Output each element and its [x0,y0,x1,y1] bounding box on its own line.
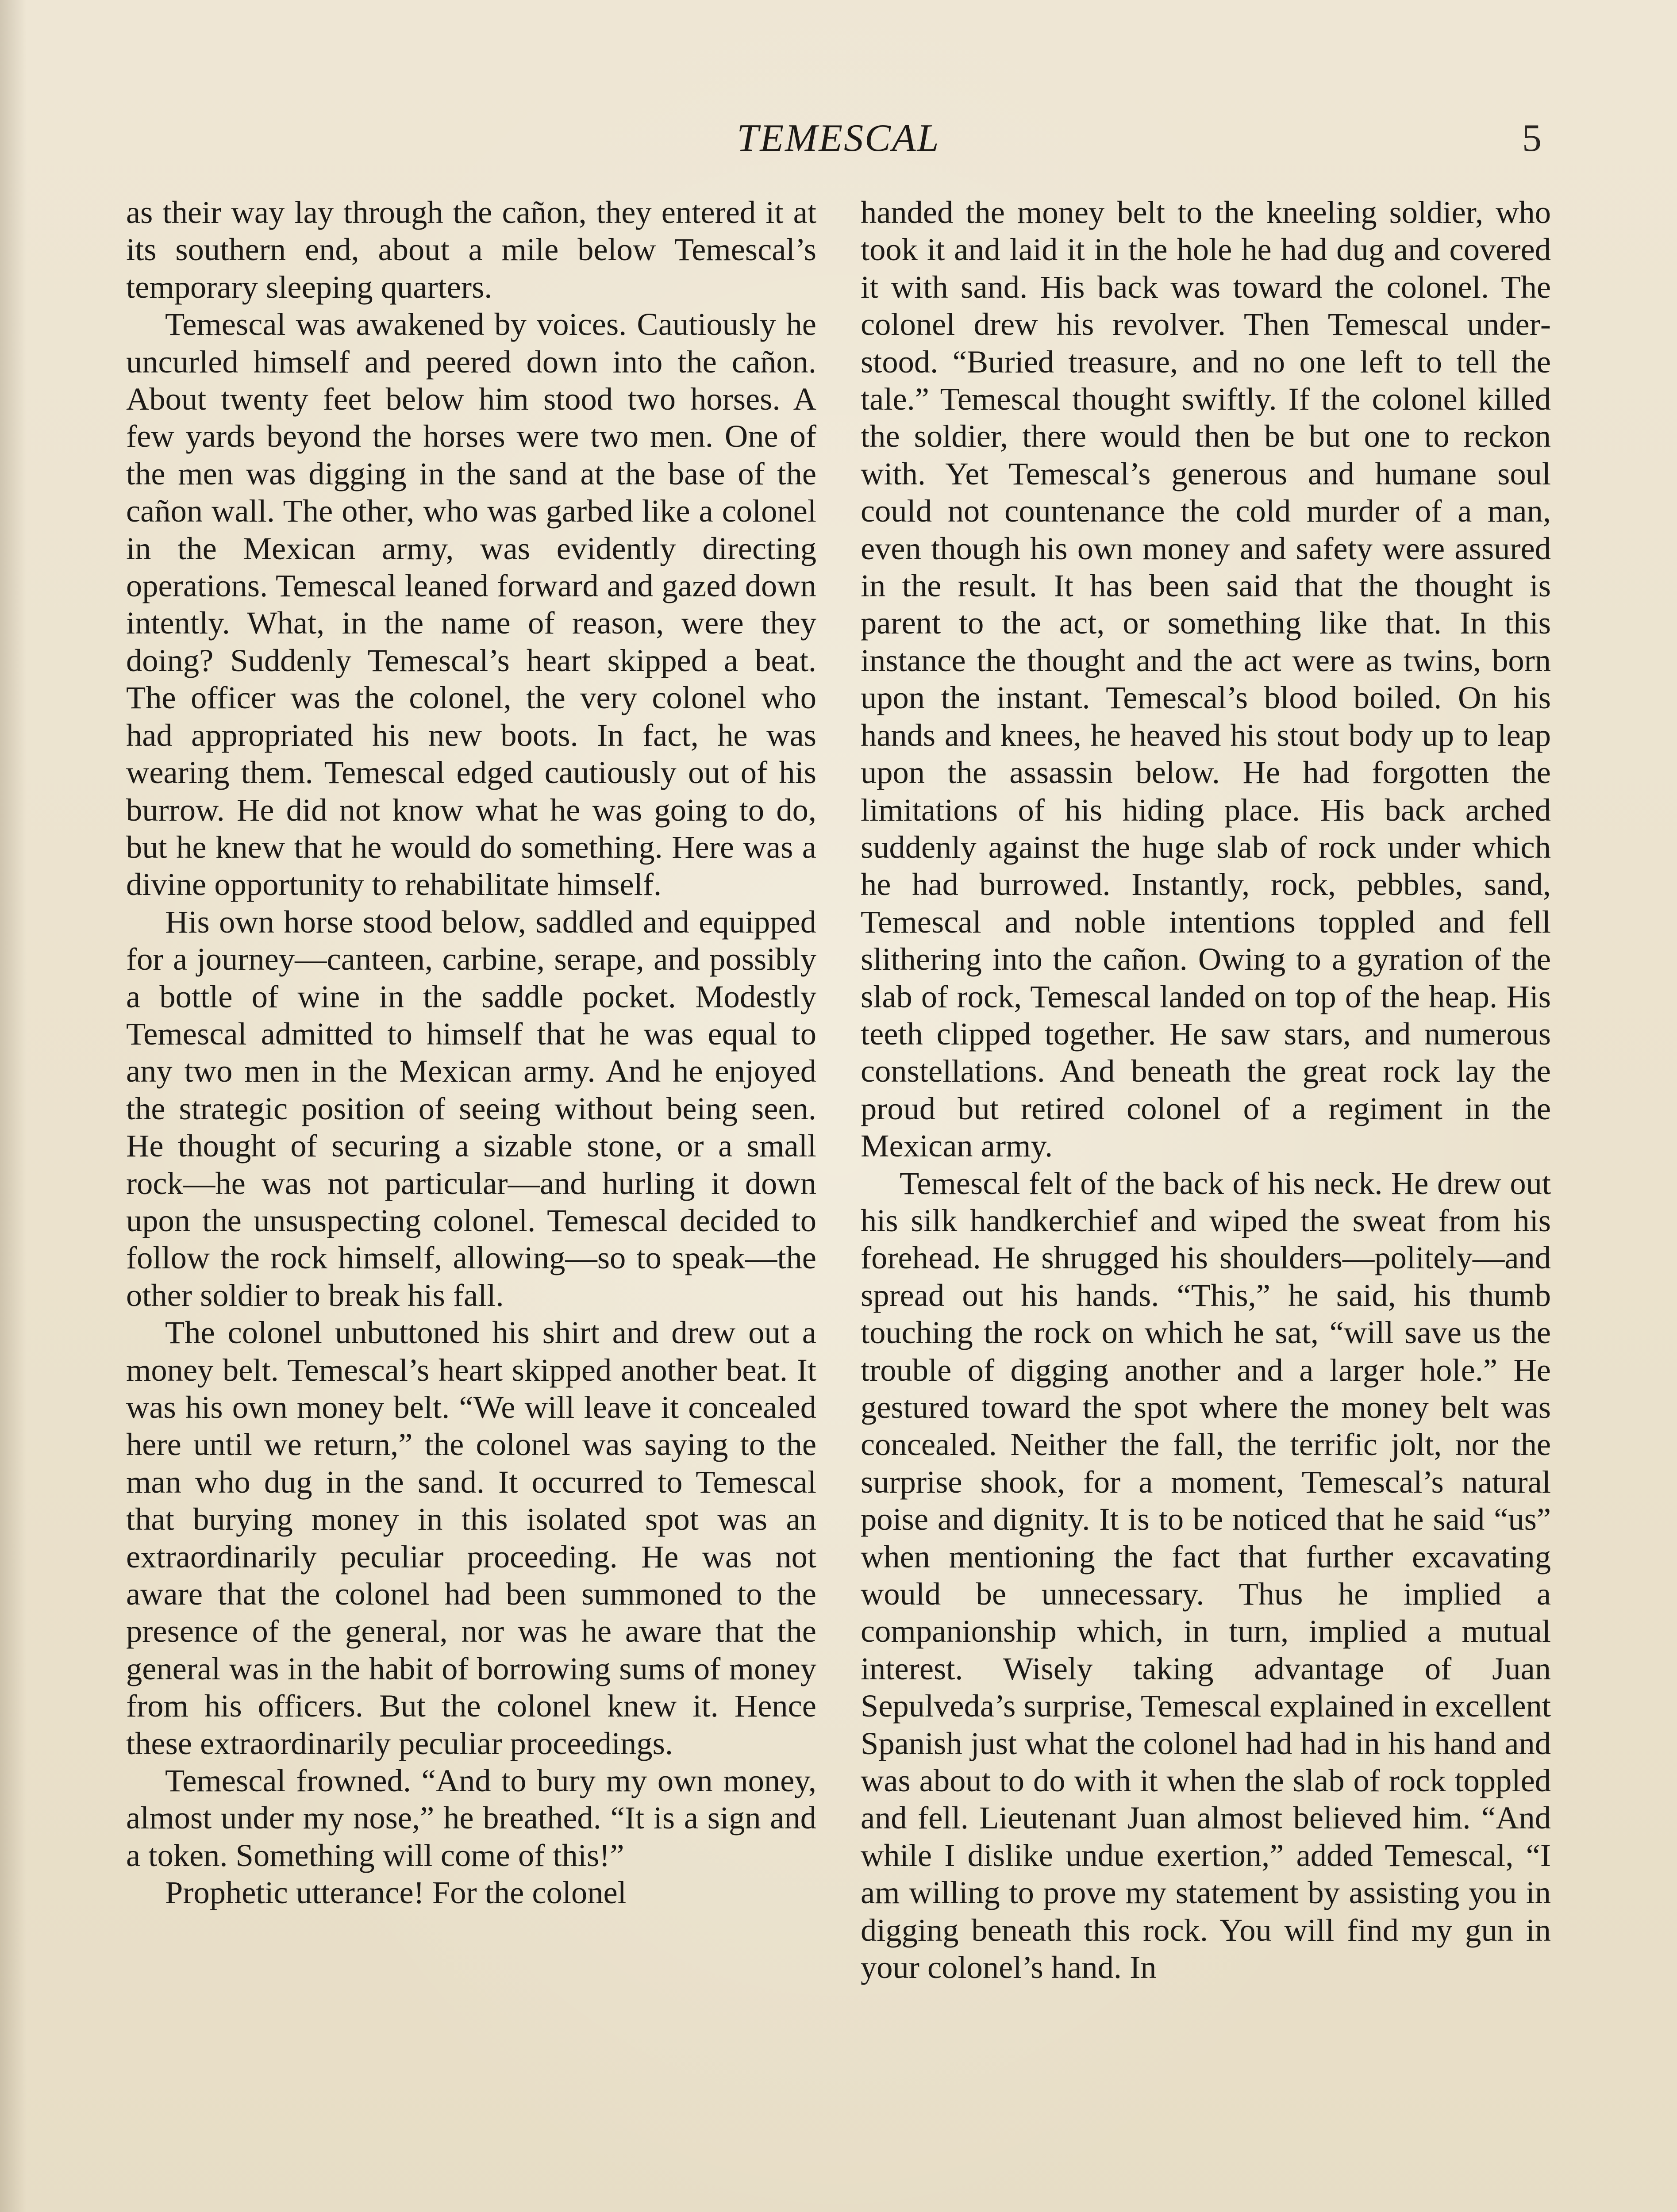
paragraph: Prophetic utterance! For the colonel [165,1874,627,1911]
paragraph: Temescal frowned. “And to bury my own money, almost under my nose,” he breathed. “It is a sign and a token. Something will come of this!” [126,1763,816,1873]
paragraph: Temescal was awakened by voices. Cautiously he uncurled himself and peered down into the cañon. About twenty feet below him stood two horses. A few yards beyond the horses were two men. One of the men was digging in the sand at the base of the cañon wall. The other, who was garbed like a colonel in the Mexican army, was evidently directing operations. Temescal leaned forward and gazed down intently. What, in the name of reason, were they doing? Suddenly Temescal’s heart skipped a beat. The officer was the colonel, the very colonel who had appropriated his new boots. In fact, he was wearing them. Temescal edged cautiously out of his burrow. He did not know what he was going to do, but he knew that he would do something. Here was a divine opportunity to rehabilitate himself. [126,306,816,902]
paragraph: as their way lay through the cañon, they entered it at its southern end, about a mile below Temescal’s temporary sleeping quarters. [126,194,816,305]
paragraph: His own horse stood below, saddled and equipped for a journey—canteen, carbine, serape, and possibly a bottle of wine in the saddle pocket. Modestly Temescal admitted to himself that he was equal to any two men in the Mexican army. And he enjoyed the strategic position of seeing without being seen. He thought of securing a sizable stone, or a small rock—he was not particular—and hurling it down upon the unsuspecting colonel. Temescal decided to follow the rock himself, allowing—so to speak—the other soldier to break his fall. [126,903,816,1313]
paragraph: The colonel unbuttoned his shirt and drew out a money belt. Temescal’s heart skipped another beat. It was his own money belt. “We will leave it concealed here until we return,” the colonel was saying to the man who dug in the sand. It occurred to Temescal that burying money in this isolated spot was an extraordinarily peculiar proceeding. He was not aware that the colonel had been summoned to the presence of the general, nor was he aware that the general was in the habit of borrowing sums of money from his officers. But the colonel knew it. Hence these extraordinarily peculiar proceedings. [126,1314,816,1761]
paragraph: handed the money belt to the kneeling soldier, who took it and laid it in the hole he had dug and covered it with sand. His back was toward the colonel. The colonel drew his revolver. Then Temescal understood. “Buried treasure, and no one left to tell the tale.” Temescal thought swiftly. If the colonel killed the soldier, there would then be but one to reckon with. Yet Temescal’s generous and humane soul could not countenance the cold murder of a man, even though his own money and safety were assured in the result. It has been said that the thought is parent to the act, or something like that. In this instance the thought and the act were as twins, born upon the instant. Temescal’s blood boiled. On his hands and knees, he heaved his stout body up to leap upon the assassin below. He had forgotten the limitations of his hiding place. His back arched suddenly against the huge slab of rock under which he had burrowed. Instantly, rock, pebbles, sand, Temescal and noble intentions toppled and fell slithering into the cañon. Owing to a gyration of the slab of rock, Temescal landed on top of the heap. His teeth clipped together. He saw stars, and numerous constellations. And beneath the great rock lay the proud but retired colonel of a regiment in the Mexican army. [861,194,1551,1164]
paragraph: Temescal felt of the back of his neck. He drew out his silk handkerchief and wiped the sweat from his forehead. He shrugged his shoulders—politely—and spread out his hands. “This,” he said, his thumb touching the rock on which he sat, “will save us the trouble of digging another and a larger hole.” He gestured toward the spot where the money belt was concealed. Neither the fall, the terrific jolt, nor the surprise shook, for a moment, Temescal’s natural poise and dignity. It is to be noticed that he said “us” when mentioning the fact that further excavating would be unnecessary. Thus he implied a companionship which, in turn, implied a mutual interest. Wisely taking advantage of Juan Sepulveda’s surprise, Temescal explained in excellent Spanish just what the colonel had had in his hand and was about to do with it when the slab of rock toppled and fell. Lieutenant Juan almost believed him. “And while I dislike undue exertion,” added Temescal, “I am willing to prove my statement by assisting you in digging beneath this rock. You will find my gun in your colonel’s hand. In [861,1165,1551,1985]
running-title: TEMESCAL [737,117,940,160]
left-column [126,194,816,1912]
right-column [861,194,1551,1986]
page-edge-shadow [0,0,27,2212]
page-number: 5 [1522,117,1542,160]
